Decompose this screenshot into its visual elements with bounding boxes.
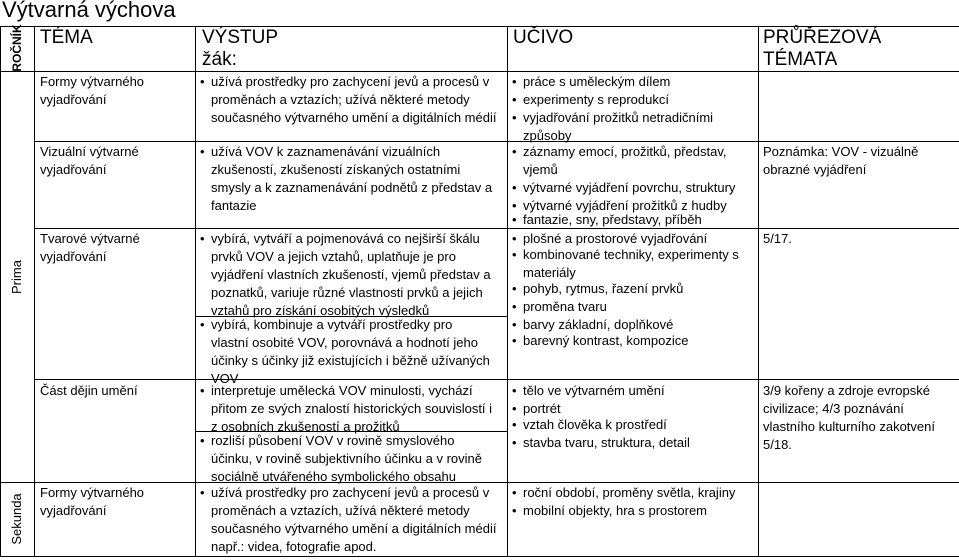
- row3-ucivo-3: • pohyb, rytmus, řazení prvků: [512, 281, 684, 296]
- bullet-icon: •: [512, 417, 517, 432]
- bullet-icon: •: [200, 144, 205, 159]
- row2-vystup-1: • užívá VOV k zaznamenávání vizuálních zkušeností, zkušeností získaných ostatními smysly a k zaznamenávání podnětů z představ a fantazie: [200, 144, 493, 213]
- bullet-icon: •: [512, 180, 517, 195]
- row3-ucivo-1: • plošné a prostorové vyjadřování: [512, 231, 708, 246]
- header-ucivo: UČIVO: [513, 27, 574, 48]
- bullet-icon: •: [512, 333, 517, 348]
- row4-ucivo-2: • portrét: [512, 401, 561, 416]
- col-border-1: [34, 26, 35, 557]
- row1-tema: Formy výtvarného vyjadřování: [40, 74, 145, 107]
- row2-prurez: Poznámka: VOV - vizuálně obrazné vyjádření: [763, 144, 919, 177]
- bullet-icon: •: [512, 231, 517, 246]
- row5-ucivo-2: • mobilní objekty, hra s prostorem: [512, 503, 707, 518]
- row4-vystup-1: • interpretuje umělecká VOV minulosti, vychází přitom ze svých znalostí historických souvislostí i z osobních zkušeností a prožitků: [200, 383, 493, 434]
- year-prima: Prima: [9, 260, 24, 294]
- bullet-icon: •: [512, 92, 517, 107]
- bullet-icon: •: [200, 383, 205, 398]
- bullet-icon: •: [200, 317, 205, 332]
- row3-ucivo-2: • kombinované techniky, experimenty s materiály: [512, 247, 739, 280]
- row3-vystup-2: • vybírá, kombinuje a vytváří prostředky pro vlastní osobité VOV, porovnává a hodnotí jeho účinky s účinky již existujících i běžně užívaných VOV: [200, 317, 490, 386]
- page-title: Výtvarná výchova: [2, 0, 176, 22]
- header-temata: TÉMATA: [763, 49, 838, 70]
- row-divider-1: [34, 141, 959, 142]
- header-prurezova: PRŮŘEZOVÁ: [763, 27, 882, 48]
- bullet-icon: •: [512, 281, 517, 296]
- row2-ucivo-2: • výtvarné vyjádření povrchu, struktury: [512, 180, 736, 195]
- col-border-left: [0, 26, 1, 557]
- row-divider-3: [34, 379, 959, 380]
- bullet-icon: •: [512, 485, 517, 500]
- bullet-icon: •: [512, 299, 517, 314]
- bullet-icon: •: [200, 74, 205, 89]
- bullet-icon: •: [200, 231, 205, 246]
- bullet-icon: •: [512, 435, 517, 450]
- year-sekunda: Sekunda: [9, 493, 24, 545]
- row4-ucivo-1: • tělo ve výtvarném umění: [512, 383, 665, 398]
- row4-tema: Část dějin umění: [40, 383, 138, 398]
- col-border-2: [195, 26, 196, 557]
- header-vystup: VÝSTUP: [202, 27, 279, 48]
- header-bottom-border: [0, 71, 959, 72]
- bullet-icon: •: [512, 198, 517, 213]
- header-zak: žák:: [202, 49, 237, 70]
- row3-prurez: 5/17.: [763, 231, 792, 246]
- bullet-icon: •: [512, 401, 517, 416]
- row4-prurez: 3/9 kořeny a zdroje evropské civilizace; 4/3 poznávání vlastního kulturního zakotvení 5/18.: [763, 383, 935, 452]
- row4-vystup-2: • rozliší působení VOV v rovině smyslového účinku, v rovině subjektivního účinku a v rovině sociálně utvářeného symbolického obsahu: [200, 433, 482, 484]
- row1-ucivo-3: • vyjadřování prožitků netradičními způsoby: [512, 110, 714, 143]
- row1-ucivo-2: • experimenty s reprodukcí: [512, 92, 669, 107]
- bullet-icon: •: [200, 485, 205, 500]
- bullet-icon: •: [512, 503, 517, 518]
- row4-ucivo-3: • vztah člověka k prostředí: [512, 417, 667, 432]
- row5-vystup-1: • užívá prostředky pro zachycení jevů a procesů v proměnách a vztazích, užívá některé metody současného výtvarného umění a digitálních médií např.: videa, fotografie apod.: [200, 485, 497, 554]
- bullet-icon: •: [512, 317, 517, 332]
- col-border-4: [758, 26, 759, 557]
- row4-ucivo-4: • stavba tvaru, struktura, detail: [512, 435, 690, 450]
- row3-ucivo-5: • barvy základní, doplňkové: [512, 317, 674, 332]
- header-rocnik: ROČNÍK: [10, 24, 24, 72]
- row3-tema: Tvarové výtvarné vyjadřování: [40, 231, 140, 264]
- bullet-icon: •: [512, 110, 517, 125]
- row2-ucivo-1: • záznamy emocí, prožitků, představ, vjemů: [512, 144, 727, 177]
- row3-ucivo-4: • proměna tvaru: [512, 299, 607, 314]
- row3-ucivo-6: • barevný kontrast, kompozice: [512, 333, 689, 348]
- header-tema: TÉMA: [40, 27, 93, 48]
- row5-ucivo-1: • roční období, proměny světla, krajiny: [512, 485, 736, 500]
- row2-tema: Vizuální výtvarné vyjadřování: [40, 144, 139, 177]
- bullet-icon: •: [512, 247, 517, 262]
- row2-ucivo-3: • výtvarné vyjádření prožitků z hudby: [512, 198, 727, 213]
- row1-vystup-1: • užívá prostředky pro zachycení jevů a procesů v proměnách a vztazích; užívá některé metody současného výtvarného umění a digitálních médií: [200, 74, 497, 125]
- row-divider-2: [34, 228, 959, 229]
- bullet-icon: •: [512, 383, 517, 398]
- row1-ucivo-1: • práce s uměleckým dílem: [512, 74, 671, 89]
- bullet-icon: •: [512, 212, 517, 227]
- row3-vystup-1: • vybírá, vytváří a pojmenovává co nejširší škálu prvků VOV a jejich vztahů, uplatňuje je pro vyjádření vlastních zkušeností, vjemů představ a poznatků, variuje různé vlastnosti prvků a jejich vztahů pro získání osobitých výsledků: [200, 231, 491, 318]
- bullet-icon: •: [512, 74, 517, 89]
- row2-ucivo-4: • fantazie, sny, představy, příběh: [512, 212, 702, 227]
- bullet-icon: •: [200, 433, 205, 448]
- bullet-icon: •: [512, 144, 517, 159]
- row5-tema: Formy výtvarného vyjadřování: [40, 485, 145, 518]
- col-border-3: [507, 26, 508, 557]
